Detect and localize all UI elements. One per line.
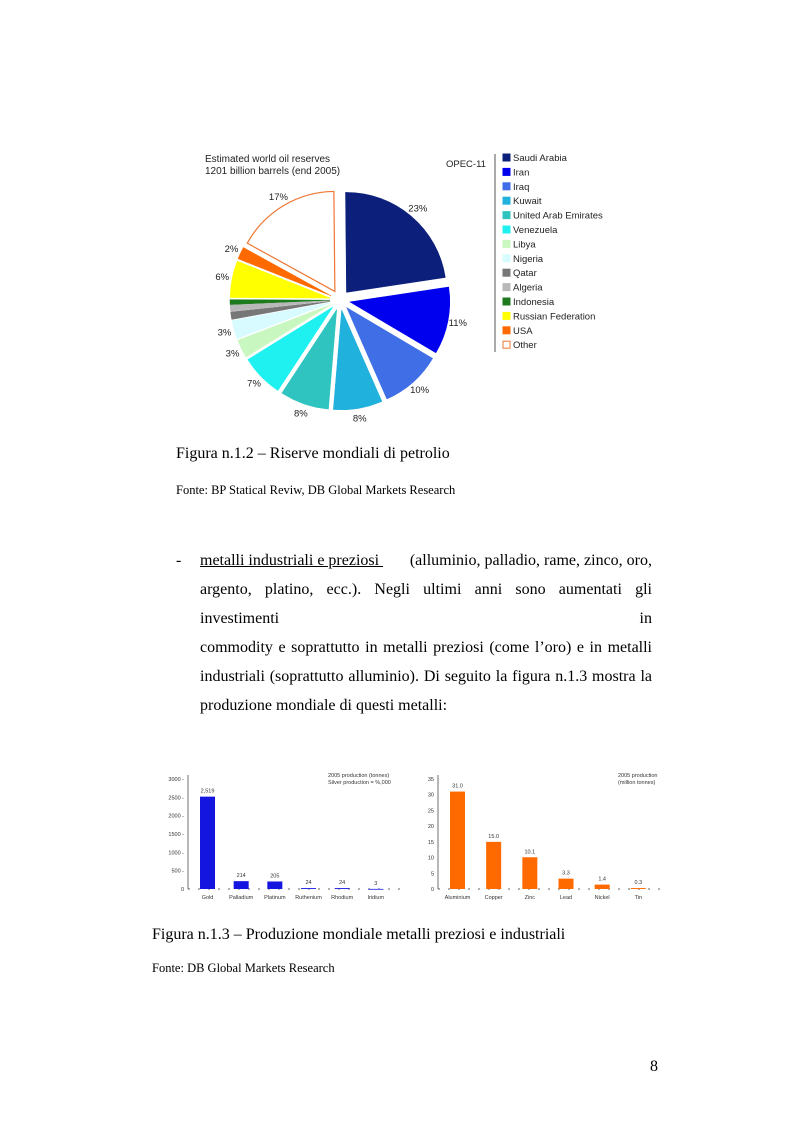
legend-swatch-united-arab-emirates	[503, 212, 510, 219]
x-tick-label-palladium: Palladium	[229, 895, 254, 901]
pie-slice-saudi-arabia	[345, 192, 445, 292]
legend-swatch-iran	[503, 168, 510, 175]
legend-swatch-qatar	[503, 269, 510, 276]
pie-label-venezuela: 7%	[247, 378, 261, 390]
legend-label-usa: USA	[513, 325, 533, 337]
bar-platinum	[267, 881, 282, 889]
x-tick-label-zinc: Zinc	[524, 895, 536, 901]
pie-label-nigeria: 3%	[217, 327, 232, 339]
opec-group-label: OPEC-11	[446, 159, 486, 170]
pie-legend	[503, 153, 603, 351]
y-tick-label: 5	[430, 871, 434, 878]
precious-metals-bar-chart	[160, 765, 405, 905]
pie-label-libya: 3%	[225, 348, 240, 360]
bar-value-label-palladium: 214	[236, 873, 246, 880]
figure-1-source: Fonte: BP Statical Reviw, DB Global Markets Research	[176, 483, 456, 497]
pie-label-kuwait: 8%	[352, 413, 367, 425]
pie-label-saudi-arabia: 23%	[408, 203, 428, 215]
legend-label-iran: Iran	[513, 167, 530, 179]
y-tick-label: 15	[427, 839, 434, 846]
pie-chart-title: Estimated world oil reserves	[205, 154, 331, 165]
x-tick-label-iridium: Iridium	[367, 895, 385, 901]
bar-value-label-copper: 15.0	[488, 833, 500, 840]
bar-value-label-aluminium: 31.0	[452, 783, 463, 790]
y-tick-label: 3000 -	[168, 777, 184, 783]
bar-value-label-nickel: 1.4	[598, 876, 606, 883]
bar-value-label-tin: 0.3	[634, 880, 643, 887]
pie-label-iran: 11%	[448, 317, 467, 329]
legend-swatch-nigeria	[503, 255, 510, 262]
industrial-metals-bar-chart	[420, 765, 670, 905]
x-tick-label-lead: Lead	[559, 895, 573, 901]
legend-label-united-arab-emirates: United Arab Emirates	[513, 210, 603, 222]
legend-swatch-kuwait	[503, 197, 510, 204]
y-tick-label: 2000 -	[168, 813, 184, 820]
legend-label-indonesia: Indonesia	[513, 297, 555, 308]
bar-value-label-iridium: 3	[374, 880, 378, 887]
x-tick-label-aluminium: Aluminium	[444, 895, 471, 901]
oil-reserves-pie-chart	[190, 140, 620, 440]
legend-label-libya: Libya	[513, 239, 536, 251]
legend-swatch-other	[503, 341, 510, 348]
bullet-line-1-rest: (alluminio, palladio, rame, zinco, oro,	[409, 552, 652, 569]
bar-rhodium	[335, 888, 350, 889]
y-tick-label: 30	[427, 792, 434, 799]
bar-chart-subtitle: (million tonnes)	[618, 780, 656, 786]
legend-swatch-usa	[503, 327, 510, 334]
y-tick-label: 500 -	[171, 868, 184, 875]
legend-swatch-saudi-arabia	[503, 154, 510, 161]
bar-zinc	[522, 857, 537, 889]
bullet-dash: -	[176, 552, 182, 569]
pie-label-other: 17%	[268, 191, 288, 203]
bar-tin	[631, 888, 646, 889]
bar-value-label-zinc: 10.1	[524, 849, 536, 856]
bar-nickel	[595, 885, 610, 889]
bar-gold	[200, 797, 215, 889]
bullet-line-3: commodity e soprattutto in metalli preziosi (come l’oro) e in metalli	[200, 639, 652, 656]
bar-lead	[559, 879, 574, 889]
y-tick-label: 2500 -	[168, 795, 184, 802]
x-tick-label-platinum: Platinum	[264, 895, 286, 901]
x-tick-label-copper: Copper	[484, 895, 503, 901]
legend-label-nigeria: Nigeria	[513, 253, 544, 265]
x-tick-label-nickel: Nickel	[594, 895, 610, 901]
y-tick-label: 0	[180, 887, 184, 893]
y-tick-label: 0	[430, 887, 434, 893]
pie-label-russian-federation: 6%	[215, 272, 230, 284]
legend-label-qatar: Qatar	[513, 268, 537, 280]
legend-label-kuwait: Kuwait	[513, 196, 542, 208]
bar-value-label-gold: 2,519	[200, 788, 215, 795]
legend-swatch-iraq	[503, 183, 510, 190]
legend-label-saudi-arabia: Saudi Arabia	[513, 153, 567, 164]
x-tick-label-ruthenium: Ruthenium	[295, 895, 322, 901]
bar-aluminium	[450, 792, 465, 889]
legend-swatch-indonesia	[503, 298, 510, 305]
y-tick-label: 20	[427, 824, 434, 831]
bullet-underlined-term: metalli industriali e preziosi	[200, 552, 384, 569]
y-tick-label: 1000 -	[168, 850, 184, 857]
bullet-line-5: produzione mondiale di questi metalli:	[200, 697, 448, 714]
figure-2-caption: Figura n.1.3 – Produzione mondiale metalli preziosi e industriali	[152, 926, 566, 943]
legend-swatch-algeria	[503, 284, 510, 291]
bullet-paragraph	[200, 546, 652, 720]
bar-chart-title: 2005 production (tonnes)	[328, 773, 390, 779]
legend-label-venezuela: Venezuela	[513, 225, 558, 236]
bar-ruthenium	[301, 888, 316, 889]
bullet-line-4: industriali (soprattutto alluminio). Di seguito la figura n.1.3 mostra la	[200, 668, 652, 685]
pie-label-iraq: 10%	[410, 384, 430, 396]
bar-value-label-rhodium: 24	[339, 880, 346, 887]
y-tick-label: 10	[427, 855, 434, 862]
bar-value-label-platinum: 205	[270, 873, 280, 880]
legend-swatch-russian-federation	[503, 312, 510, 319]
legend-swatch-venezuela	[503, 226, 510, 233]
pie-slices	[230, 191, 450, 409]
y-tick-label: 1500 -	[168, 832, 184, 838]
pie-chart-subtitle: 1201 billion barrels (end 2005)	[205, 166, 341, 177]
bar-copper	[486, 842, 501, 889]
x-tick-label-rhodium: Rhodium	[331, 895, 354, 901]
bar-iridium	[368, 889, 383, 890]
x-tick-label-gold: Gold	[201, 895, 214, 901]
pie-label-united-arab-emirates: 8%	[294, 408, 308, 420]
bar-value-label-lead: 3.3	[562, 870, 570, 877]
pie-label-usa: 2%	[224, 243, 239, 255]
y-tick-label: 25	[427, 808, 434, 815]
figure-1-caption: Figura n.1.2 – Riserve mondiali di petrolio	[176, 445, 450, 462]
bar-chart-subtitle: Silver production = %,000	[328, 780, 391, 786]
bullet-line-1	[200, 546, 652, 575]
figure-2-source: Fonte: DB Global Markets Research	[152, 961, 335, 975]
bar-chart-title: 2005 production	[618, 773, 658, 779]
bar-value-label-ruthenium: 24	[305, 880, 312, 887]
legend-label-algeria: Algeria	[513, 282, 543, 294]
legend-label-russian-federation: Russian Federation	[513, 311, 596, 323]
y-tick-label: 35	[427, 777, 434, 783]
bar-palladium	[234, 881, 249, 889]
page-number: 8	[650, 1058, 658, 1075]
legend-label-other: Other	[513, 340, 537, 352]
bullet-line-2: argento, platino, ecc.). Negli ultimi anni sono aumentati gli investimenti in	[200, 581, 652, 627]
legend-swatch-libya	[503, 240, 510, 247]
x-tick-label-tin: Tin	[634, 895, 643, 901]
legend-label-iraq: Iraq	[513, 181, 530, 193]
